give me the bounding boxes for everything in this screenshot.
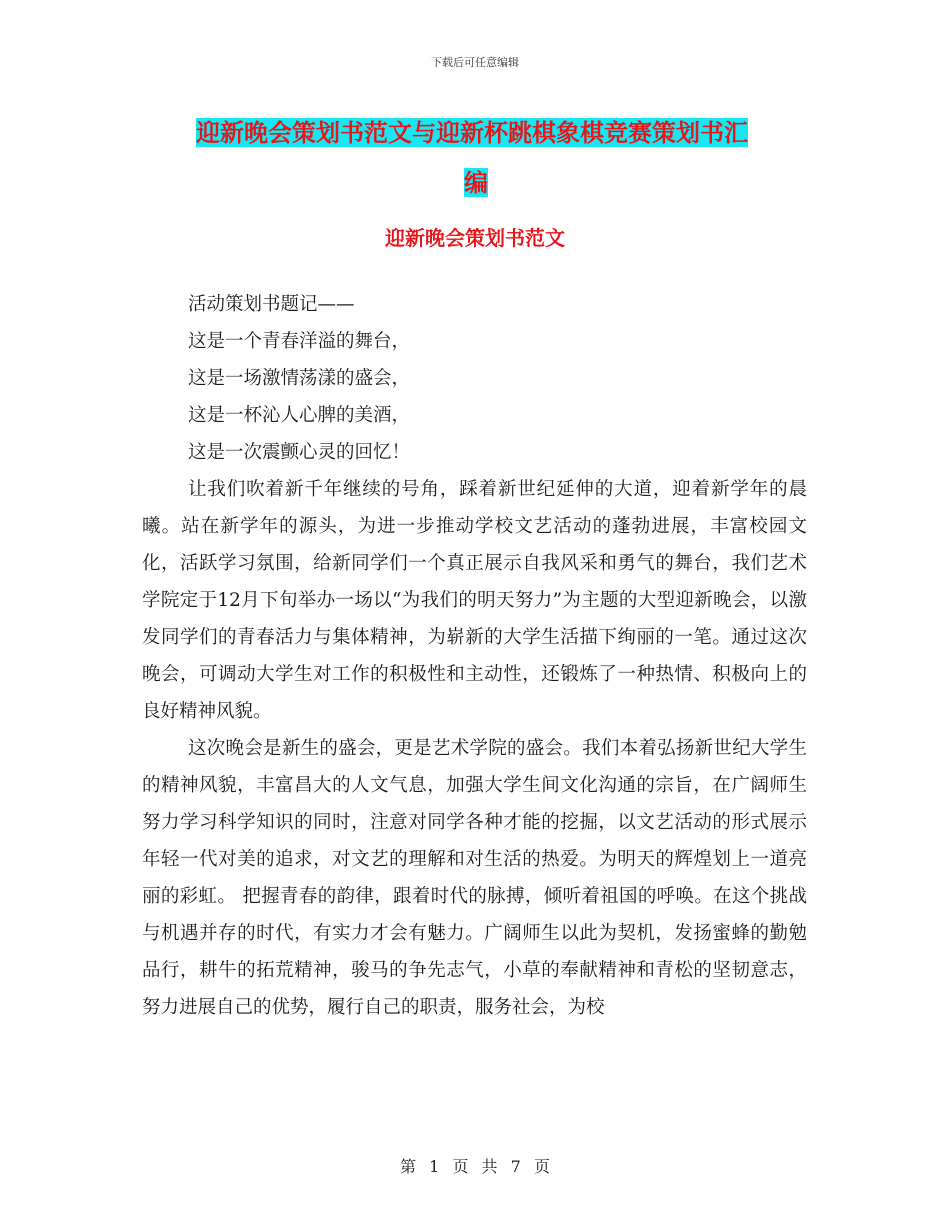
footer-total-pages: 7 <box>510 1157 521 1176</box>
footer-page-number: 1 <box>429 1157 440 1176</box>
section-title: 迎新晚会策划书范文 <box>385 226 565 250</box>
page-footer <box>0 1154 950 1177</box>
document-title <box>196 108 816 208</box>
poem-line: 活动策划书题记—— <box>188 294 355 315</box>
poem-line: 这是一场激情荡漾的盛会， <box>188 368 411 389</box>
document-title-line2: 编 <box>464 168 488 197</box>
poem-line: 这是一杯沁人心脾的美酒， <box>188 405 411 426</box>
poem-line: 这是一个青春洋溢的舞台， <box>188 331 411 352</box>
footer-total-prefix: 共 <box>481 1157 498 1176</box>
document-body <box>142 286 807 1026</box>
page-header-note: 下载后可任意编辑 <box>431 56 519 69</box>
body-paragraph: 让我们吹着新千年继续的号角，踩着新世纪延伸的大道，迎着新学年的晨曦。站在新学年的源头，为进一步推动学校文艺活动的蓬勃进展，丰富校园文化，活跃学习氛围，给新同学们一个真正展示自我风采和勇气的舞台，我们艺术学院定于12月下旬举办一场以“为我们的明天努力”为主题的大型迎新晚会，以激发同学们的青春活力与集体精神，为崭新的大学生活描下绚丽的一笔。通过这次晚会，可调动大学生对工作的积极性和主动性，还锻炼了一种热情、积极向上的良好精神风貌。 <box>142 479 807 722</box>
body-paragraph: 这次晚会是新生的盛会，更是艺术学院的盛会。我们本着弘扬新世纪大学生的精神风貌，丰富昌大的人文气息，加强大学生间文化沟通的宗旨，在广阔师生努力学习科学知识的同时，注意对同学各种才能的挖掘，以文艺活动的形式展示年轻一代对美的追求，对文艺的理解和对生活的热爱。为明天的辉煌划上一道亮丽的彩虹。 把握青春的韵律，跟着时代的脉搏，倾听着祖国的呼唤。在这个挑战与机遇并存的时代，有实力才会有魅力。广阔师生以此为契机，发扬蜜蜂的勤勉品行，耕牛的拓荒精神，骏马的争先志气，小草的奉献精神和青松的坚韧意志，努力进展自己的优势，履行自己的职责，服务社会，为校 <box>142 738 807 1018</box>
poem-line: 这是一次震颤心灵的回忆！ <box>188 442 411 463</box>
footer-page-prefix: 第 <box>400 1157 417 1176</box>
footer-total-suffix: 页 <box>533 1157 550 1176</box>
footer-page-mid: 页 <box>452 1157 469 1176</box>
document-title-line1: 迎新晚会策划书范文与迎新杯跳棋象棋竞赛策划书汇 <box>196 118 748 147</box>
